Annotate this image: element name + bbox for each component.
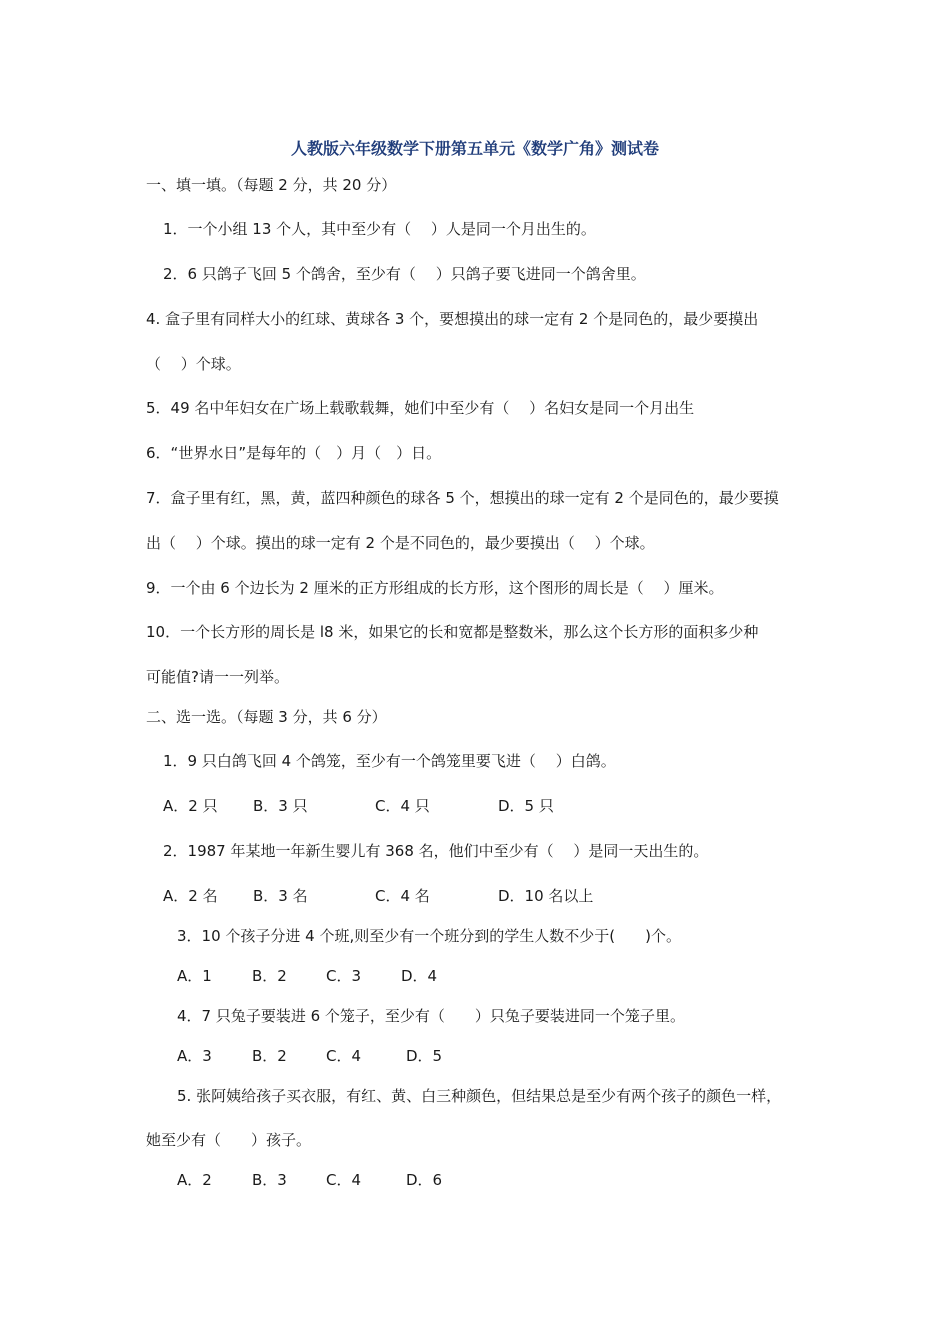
question-2-2: 2．1987 年某地一年新生婴儿有 368 名，他们中至少有（ ）是同一天出生的。 xyxy=(163,842,709,860)
question-1-9: 9．一个由 6 个边长为 2 厘米的正方形组成的长方形，这个图形的周长是（ ）厘米。 xyxy=(146,579,724,597)
option-d: D．4 xyxy=(401,967,438,985)
question-1-7-line1: 7．盒子里有红，黑，黄，蓝四种颜色的球各 5 个，想摸出的球一定有 2 个是同色的，最少要摸 xyxy=(146,489,779,507)
option-c: C．4 名 xyxy=(375,887,430,905)
option-c: C．4 xyxy=(326,1171,362,1189)
question-1-1: 1．一个小组 13 个人，其中至少有（ ）人是同一个月出生的。 xyxy=(163,220,596,238)
question-1-5: 5．49 名中年妇女在广场上载歌载舞，她们中至少有（ ）名妇女是同一个月出生 xyxy=(146,399,695,417)
option-a: A．2 xyxy=(177,1171,212,1189)
option-d: D．6 xyxy=(406,1171,443,1189)
option-c: C．3 xyxy=(326,967,362,985)
option-b: B．2 xyxy=(252,967,287,985)
question-1-2: 2．6 只鸽子飞回 5 个鸽舍，至少有（ ）只鸽子要飞进同一个鸽舍里。 xyxy=(163,265,646,283)
option-c: C．4 xyxy=(326,1047,362,1065)
question-1-6: 6．“世界水日”是每年的（ ）月（ ）日。 xyxy=(146,444,442,462)
option-a: A．2 名 xyxy=(163,887,218,905)
option-a: A．2 只 xyxy=(163,797,218,815)
question-2-4: 4．7 只兔子要装进 6 个笼子，至少有（ ）只兔子要装进同一个笼子里。 xyxy=(177,1007,685,1025)
option-d: D．10 名以上 xyxy=(498,887,594,905)
option-b: B．3 只 xyxy=(253,797,308,815)
question-1-7-line2: 出（ ）个球。摸出的球一定有 2 个是不同色的，最少要摸出（ ）个球。 xyxy=(146,534,655,552)
question-1-4-line1: 4. 盒子里有同样大小的红球、黄球各 3 个，要想摸出的球一定有 2 个是同色的，最少要摸出 xyxy=(146,310,759,328)
option-b: B．2 xyxy=(252,1047,287,1065)
section-heading-fill-in: 一、填一填。（每题 2 分，共 20 分） xyxy=(146,176,397,194)
question-2-1: 1．9 只白鸽飞回 4 个鸽笼，至少有一个鸽笼里要飞进（ ）白鸽。 xyxy=(163,752,616,770)
option-c: C．4 只 xyxy=(375,797,430,815)
question-2-5-line2: 她至少有（ ）孩子。 xyxy=(146,1131,312,1149)
option-b: B．3 名 xyxy=(253,887,308,905)
section-heading-choose: 二、选一选。（每题 3 分，共 6 分） xyxy=(146,708,387,726)
question-2-5-line1: 5. 张阿姨给孩子买衣服，有红、黄、白三种颜色，但结果总是至少有两个孩子的颜色一样， xyxy=(177,1087,782,1105)
option-d: D．5 xyxy=(406,1047,443,1065)
question-1-10-line1: 10．一个长方形的周长是 l8 米，如果它的长和宽都是整数米，那么这个长方形的面积多少种 xyxy=(146,623,759,641)
page-title: 人教版六年级数学下册第五单元《数学广角》测试卷 xyxy=(290,139,659,158)
option-b: B．3 xyxy=(252,1171,287,1189)
option-d: D．5 只 xyxy=(498,797,554,815)
question-1-4-line2: （ ）个球。 xyxy=(146,355,241,373)
option-a: A．3 xyxy=(177,1047,212,1065)
question-2-3: 3．10 个孩子分进 4 个班,则至少有一个班分到的学生人数不少于( )个。 xyxy=(177,927,681,945)
question-2-5-options xyxy=(177,1170,443,1270)
question-1-10-line2: 可能值?请一一列举。 xyxy=(146,668,289,686)
option-a: A．1 xyxy=(177,967,212,985)
